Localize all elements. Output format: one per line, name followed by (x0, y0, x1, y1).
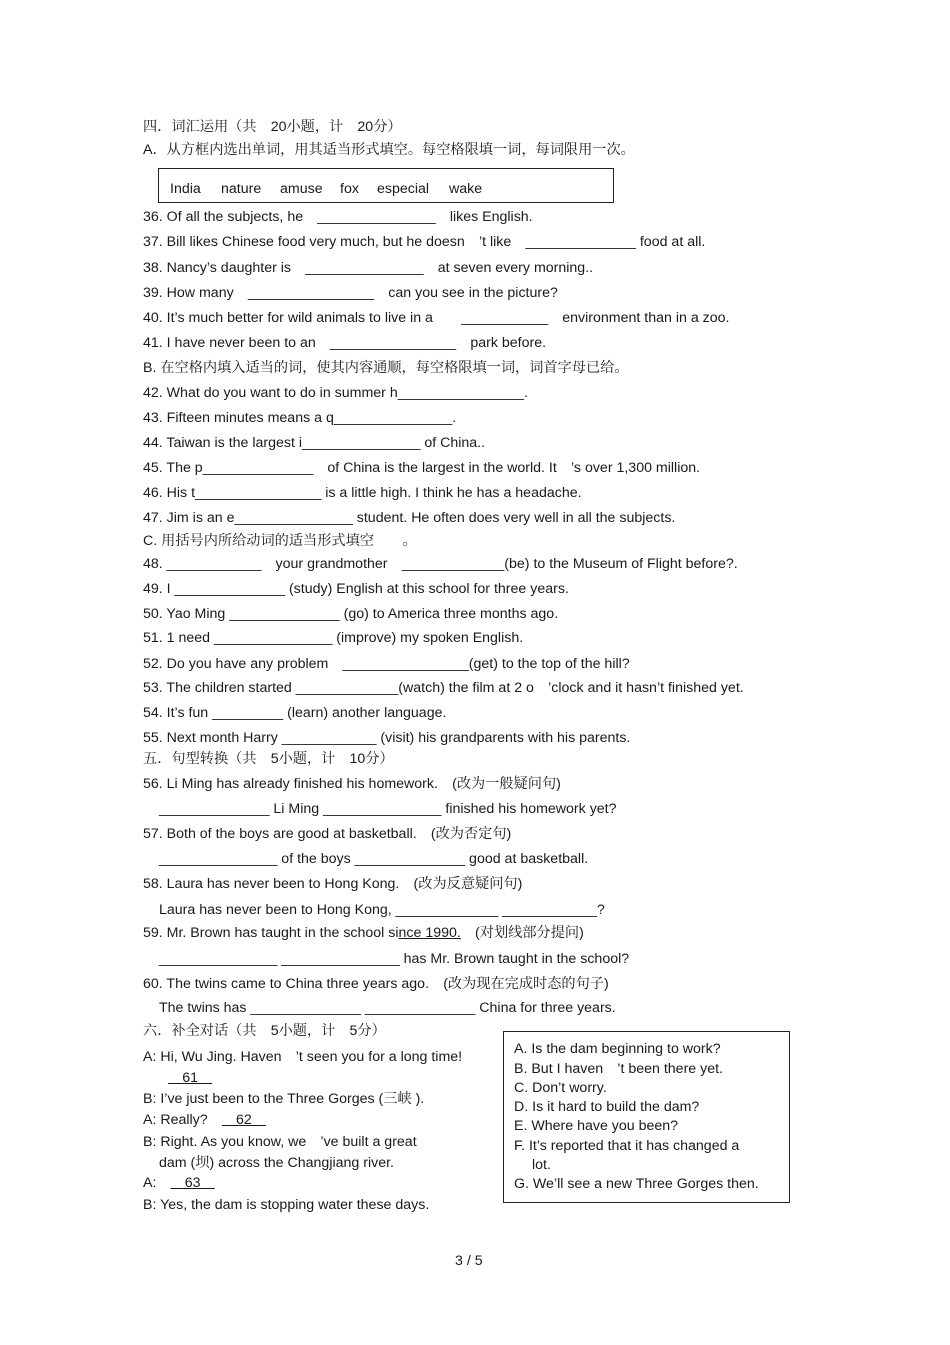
page-number: 3 / 5 (455, 1253, 483, 1269)
option-b: B. But I haven ’t been there yet. (514, 1061, 723, 1077)
question-50: 50. Yao Ming ______________ (go) to America three months ago. (143, 606, 559, 622)
partB-instruction: B. 在空格内填入适当的词，使其内容通顺，每空格限填一词，词首字母已给。 (143, 360, 629, 376)
question-59-hint: (对划线部分提问) (460, 925, 584, 941)
question-56: 56. Li Ming has already finished his homework. (改为一般疑问句) (143, 776, 561, 792)
section4-header: 四．词汇运用（共 20小题，计 20分） (143, 119, 402, 135)
option-d: D. Is it hard to build the dam? (514, 1099, 700, 1115)
question-54: 54. It’s fun _________ (learn) another language. (143, 705, 447, 721)
dialogue-text: A: (143, 1175, 171, 1191)
partC-instruction: C. 用括号内所给动词的适当形式填空 。 (143, 533, 417, 549)
dialogue-line: A: Hi, Wu Jing. Haven ’t seen you for a long time! (143, 1049, 463, 1065)
word-bank-box (158, 168, 614, 203)
question-49: 49. I ______________ (study) English at this school for three years. (143, 581, 569, 597)
option-g: G. We’ll see a new Three Gorges then. (514, 1176, 759, 1192)
question-59 (143, 924, 584, 942)
question-38: 38. Nancy’s daughter is _______________ at seven every morning.. (143, 260, 594, 276)
question-37: 37. Bill likes Chinese food very much, but he doesn ’t like ______________ food at all. (143, 234, 706, 250)
question-39: 39. How many ________________ can you see in the picture? (143, 285, 558, 301)
word-bank-item: especial (377, 181, 430, 197)
option-f: F. It’s reported that it has changed a (514, 1138, 740, 1154)
blank-62: 62 (221, 1112, 267, 1128)
word-bank-item: amuse (280, 181, 323, 197)
word-bank-item: fox (340, 181, 359, 197)
question-42: 42. What do you want to do in summer h________________. (143, 385, 528, 401)
blank-63: 63 (170, 1175, 215, 1191)
option-f-continued: lot. (532, 1157, 551, 1173)
option-e: E. Where have you been? (514, 1118, 679, 1134)
question-47: 47. Jim is an e_______________ student. He often does very well in all the subjects. (143, 510, 676, 526)
options-box (503, 1031, 790, 1203)
answer-line-57: _______________ of the boys ______________ good at basketball. (159, 851, 589, 867)
question-55: 55. Next month Harry ____________ (visit) his grandparents with his parents. (143, 730, 631, 746)
dialogue-text: A: Really? (143, 1112, 222, 1128)
dialogue-line: B: Right. As you know, we ’ve built a great (143, 1134, 417, 1150)
question-52: 52. Do you have any problem ________________(get) to the top of the hill? (143, 656, 630, 672)
question-45: 45. The p______________ of China is the largest in the world. It ’s over 1,300 million. (143, 460, 701, 476)
dialogue-line: B: I’ve just been to the Three Gorges (三峡 ). (143, 1091, 425, 1107)
dialogue-line (143, 1111, 266, 1129)
question-48: 48. ____________ your grandmother _____________(be) to the Museum of Flight before?. (143, 556, 738, 572)
dialogue-line: dam (坝) across the Changjiang river. (159, 1155, 394, 1171)
option-a: A. Is the dam beginning to work? (514, 1041, 721, 1057)
question-51: 51. 1 need _______________ (improve) my spoken English. (143, 630, 524, 646)
answer-line-59: _______________ _______________ has Mr. Brown taught in the school? (159, 951, 630, 967)
question-60: 60. The twins came to China three years ago. (改为现在完成时态的句子) (143, 976, 609, 992)
dialogue-line: B: Yes, the dam is stopping water these days. (143, 1197, 430, 1213)
question-36: 36. Of all the subjects, he _______________ likes English. (143, 209, 533, 225)
question-40: 40. It’s much better for wild animals to live in a ___________ environment than in a zoo. (143, 310, 730, 326)
word-bank-item: wake (449, 181, 483, 197)
section6-header: 六．补全对话（共 5小题，计 5分） (143, 1023, 386, 1039)
answer-line-60: The twins has ______________ ______________ China for three years. (159, 1000, 616, 1016)
word-bank-item: India (170, 181, 201, 197)
question-43: 43. Fifteen minutes means a q_______________. (143, 410, 457, 426)
question-44: 44. Taiwan is the largest i_______________ of China.. (143, 435, 486, 451)
question-41: 41. I have never been to an ________________ park before. (143, 335, 547, 351)
answer-line-56: ______________ Li Ming _______________ finished his homework yet? (159, 801, 617, 817)
section5-header: 五．句型转换（共 5小题，计 10分） (143, 751, 394, 767)
question-46: 46. His t________________ is a little high. I think he has a headache. (143, 485, 582, 501)
partA-instruction: A．从方框内选出单词，用其适当形式填空。每空格限填一词，每词限用一次。 (143, 142, 635, 158)
question-59-underlined: nce 1990. (398, 925, 461, 941)
option-c: C. Don’t worry. (514, 1080, 607, 1096)
word-bank-item: nature (221, 181, 262, 197)
blank-61: 61 (168, 1070, 213, 1086)
question-58: 58. Laura has never been to Hong Kong. (改为反意疑问句) (143, 876, 523, 892)
answer-line-58: Laura has never been to Hong Kong, _____________ ____________? (159, 902, 605, 918)
question-59-text: 59. Mr. Brown has taught in the school si (143, 925, 399, 941)
question-57: 57. Both of the boys are good at basketball. (改为否定句) (143, 826, 512, 842)
dialogue-line (143, 1174, 215, 1192)
question-53: 53. The children started _____________(watch) the film at 2 o ’clock and it hasn’t finished yet. (143, 680, 744, 696)
